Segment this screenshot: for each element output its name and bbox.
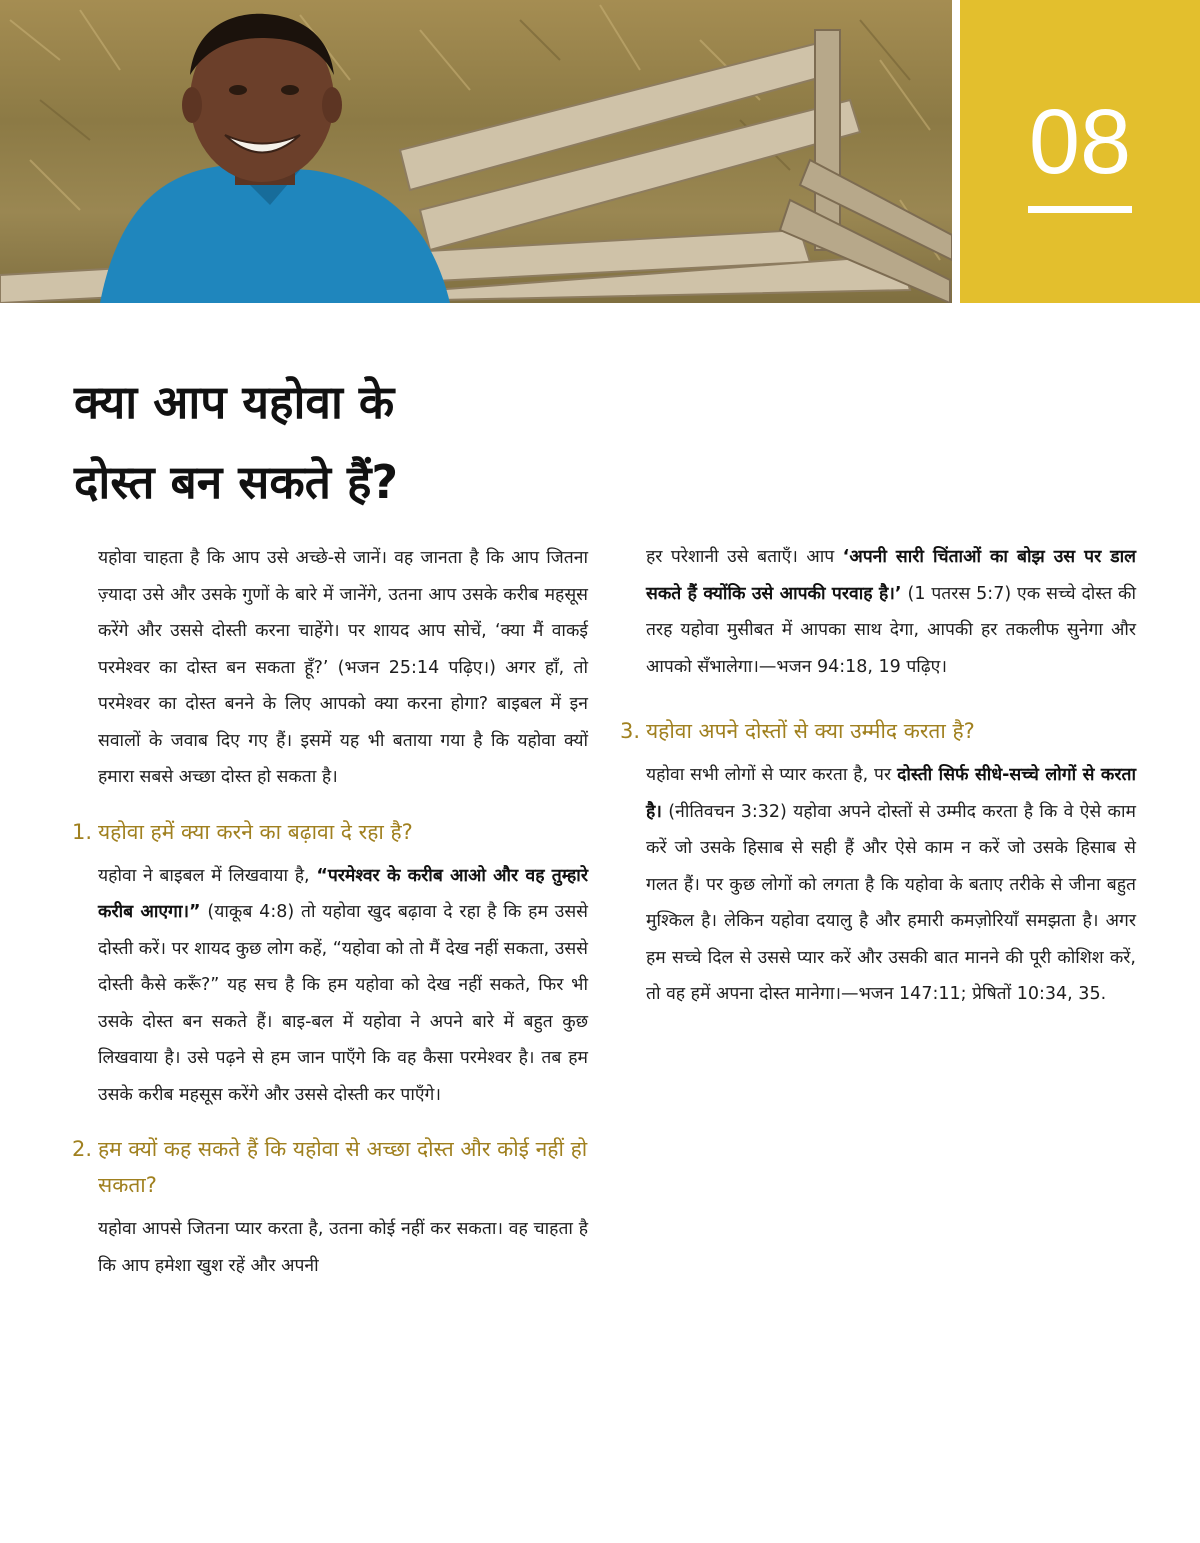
answer-text: (याकूब 4:8) तो यहोवा खुद बढ़ावा दे रहा है कि हम उससे दोस्ती करें। पर शायद कुछ लोग कहें, “यहोवा को तो मैं देख नहीं सकता, उससे दोस्ती कैसे करूँ?” यह सच है कि हम यहोवा को देख नहीं सकते, फिर भी उसके दोस्त बन सकते हैं। बाइ-बल में यहोवा ने अपने बारे में बहुत कुछ लिखवाया है। उसे पढ़ने से हम जान पाएँगे कि वह कैसा परमेश्वर है। तब हम उसके करीब महसूस करेंगे और उससे दोस्ती कर पाएँगे। xyxy=(98,902,589,1105)
title-line-2: दोस्त बन सकते हैं? xyxy=(74,455,399,509)
question-number: 1. xyxy=(72,819,93,844)
man-on-bench-illustration xyxy=(0,0,952,303)
answer-text: यहोवा ने बाइबल में लिखवाया है, xyxy=(98,865,317,886)
question-heading: हम क्यों कह सकते हैं कि यहोवा से अच्छा दोस्त और कोई नहीं हो सकता? xyxy=(98,1137,588,1197)
question-2 xyxy=(72,1131,588,1203)
answer-text: यहोवा सभी लोगों से प्यार करता है, पर xyxy=(646,765,898,785)
question-number: 2. xyxy=(72,1137,93,1161)
badge-underline xyxy=(1028,206,1132,213)
question-3 xyxy=(620,713,1136,749)
intro-paragraph: यहोवा चाहता है कि आप उसे अच्छे-से जानें। वह जानता है कि आप जितना ज़्यादा उसे और उसके गुणों के बारे में जानेंगे, उतना आप उसके करीब महसूस करेंगे और उससे दोस्ती करना चाहेंगे। पर शायद आप सोचें, ‘क्या मैं वाकई परमेश्वर का दोस्त बन सकता हूँ?’ (भजन 25:14 पढ़िए।) अगर हाँ, तो परमेश्वर का दोस्त बनने के लिए आपको क्या करना होगा? बाइबल में इन सवालों के जवाब दिए गए हैं। इसमें यह भी बताया गया है कि यहोवा क्यों हमारा सबसे अच्छा दोस्त हो सकता है। xyxy=(98,548,588,787)
answer-2-part-2 xyxy=(646,539,1136,685)
answer-3 xyxy=(646,757,1136,1013)
answer-text: (1 पतरस 5:7) एक सच्चे दोस्त की तरह यहोवा मुसीबत में आपका साथ देगा, आपकी हर तकलीफ सुनेगा और आपको सँभालेगा।—भजन 94:18, 19 पढ़िए। xyxy=(646,583,1136,677)
right-column xyxy=(620,539,1137,1013)
answer-bold-text: “परमेश्वर के करीब आओ और वह तुम्हारे करीब आएगा।” xyxy=(98,865,588,922)
answer-1 xyxy=(98,858,588,1114)
question-1 xyxy=(72,814,588,850)
answer-2-part-1: यहोवा आपसे जितना प्यार करता है, उतना कोई नहीं कर सकता। वह चाहता है कि आप हमेशा खुश रहें और अपनी xyxy=(98,1219,588,1276)
left-column xyxy=(72,540,589,1284)
answer-text: (नीतिवचन 3:32) यहोवा अपने दोस्तों से उम्मीद करता है कि वे ऐसे काम करें जो उसके हिसाब से सही हैं और ऐसे काम न करें जो उसके हिसाब से गलत हैं। पर कुछ लोगों को लगता है कि यहोवा के बताए तरीके से जीना बहुत मुश्किल है। लेकिन यहोवा दयालु है और हमारी कमज़ोरियाँ समझता है। अगर हम सच्चे दिल से उससे प्यार करें और उसकी बात मानने की पूरी कोशिश करें, तो वह हमें अपना दोस्त मानेगा।—भजन 147:11; प्रेषितों 10:34, 35. xyxy=(646,801,1136,1004)
lesson-number: 08 xyxy=(1028,91,1132,193)
answer-text: हर परेशानी उसे बताएँ। आप xyxy=(646,547,843,567)
header-photo xyxy=(0,0,952,303)
answer-bold-text: दोस्ती सिर्फ सीधे-सच्चे लोगों से करता है। xyxy=(646,765,1136,822)
question-heading: यहोवा हमें क्या करने का बढ़ावा दे रहा है? xyxy=(98,819,413,844)
lesson-number-badge xyxy=(960,0,1200,303)
question-number: 3. xyxy=(620,719,641,743)
question-heading: यहोवा अपने दोस्तों से क्या उम्मीद करता है? xyxy=(646,719,975,743)
page-title xyxy=(74,362,634,522)
title-line-1: क्या आप यहोवा के xyxy=(74,375,395,429)
answer-bold-text: ‘अपनी सारी चिंताओं का बोझ उस पर डाल सकते हैं क्योंकि उसे आपकी परवाह है।’ xyxy=(646,547,1137,604)
